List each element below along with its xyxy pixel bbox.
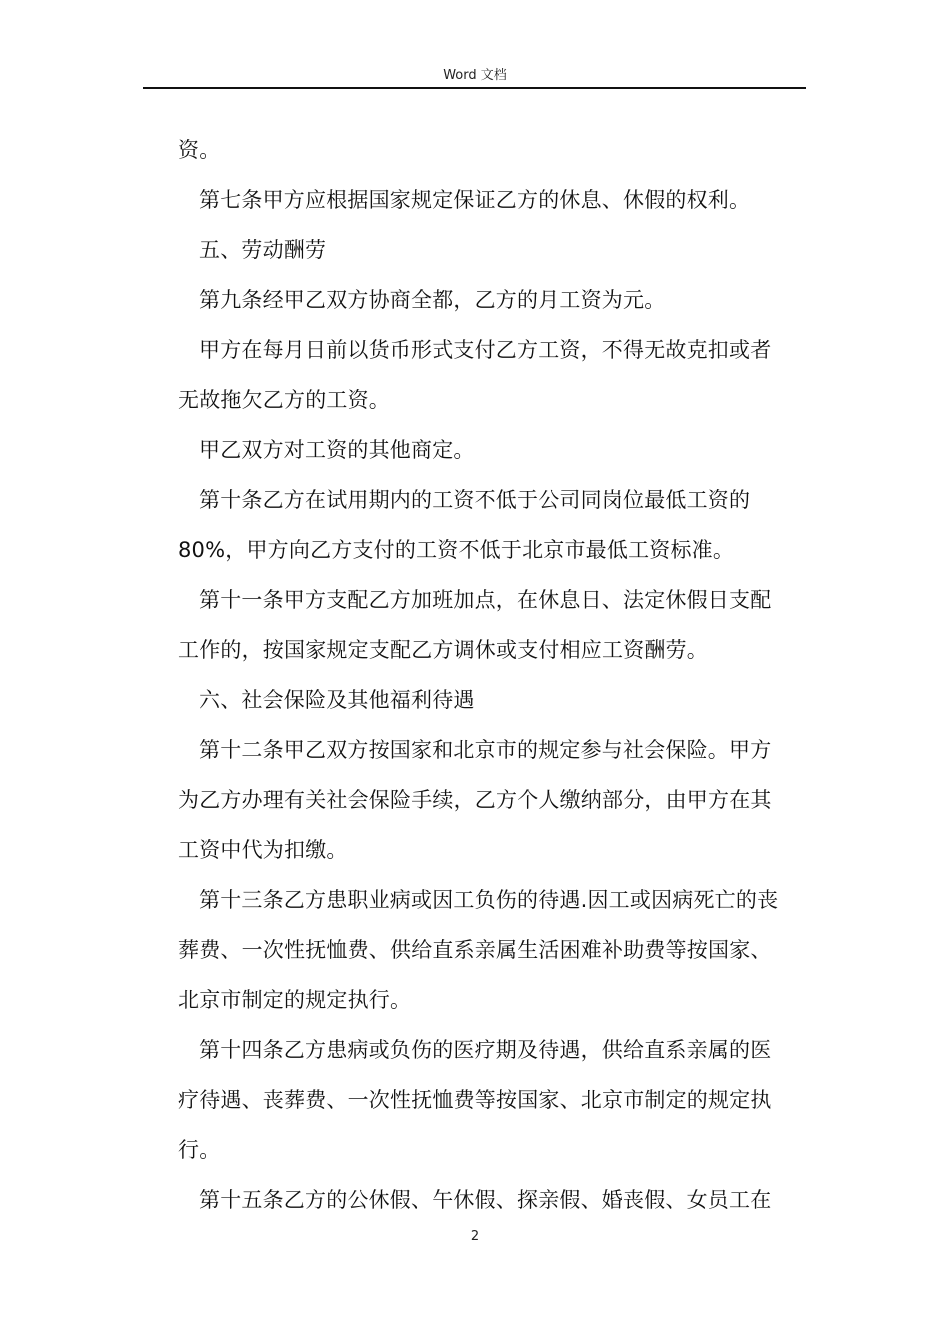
page-number: 2 bbox=[470, 1229, 480, 1244]
text-line: 第十五条乙方的公休假、午休假、探亲假、婚丧假、女员工在 bbox=[199, 1188, 772, 1212]
text-line: 第十条乙方在试用期内的工资不低于公司同岗位最低工资的 bbox=[199, 488, 751, 512]
section-heading: 六、社会保险及其他福利待遇 bbox=[199, 688, 475, 712]
section-heading: 五、劳动酬劳 bbox=[199, 238, 327, 262]
text-line: 甲方在每月日前以货币形式支付乙方工资，不得无故克扣或者 bbox=[199, 338, 772, 362]
text-line: 疗待遇、丧葬费、一次性抚恤费等按国家、北京市制定的规定执 bbox=[178, 1088, 772, 1112]
text-line: 工作的，按国家规定支配乙方调休或支付相应工资酬劳。 bbox=[178, 638, 708, 662]
text-line: 工资中代为扣缴。 bbox=[178, 838, 348, 862]
text-line: 北京市制定的规定执行。 bbox=[178, 988, 412, 1012]
text-line: 第九条经甲乙双方协商全都，乙方的月工资为元。 bbox=[199, 288, 666, 312]
document-body bbox=[178, 125, 808, 1225]
header-divider bbox=[143, 87, 806, 89]
text-line: 第十四条乙方患病或负伤的医疗期及待遇，供给直系亲属的医 bbox=[199, 1038, 772, 1062]
text-line: 资。 bbox=[178, 138, 221, 162]
document-header-title: Word 文档 bbox=[443, 68, 507, 83]
text-line: 第十二条甲乙双方按国家和北京市的规定参与社会保险。甲方 bbox=[199, 738, 772, 762]
text-line: 行。 bbox=[178, 1138, 221, 1162]
text-line: 葬费、一次性抚恤费、供给直系亲属生活困难补助费等按国家、 bbox=[178, 938, 772, 962]
text-line: 第七条甲方应根据国家规定保证乙方的休息、休假的权利。 bbox=[199, 188, 751, 212]
text-line: 为乙方办理有关社会保险手续，乙方个人缴纳部分，由甲方在其 bbox=[178, 788, 772, 812]
text-line: 第十三条乙方患职业病或因工负伤的待遇.因工或因病死亡的丧 bbox=[199, 888, 779, 912]
text-line: 甲乙双方对工资的其他商定。 bbox=[199, 438, 475, 462]
text-line: 无故拖欠乙方的工资。 bbox=[178, 388, 390, 412]
text-line: 80%，甲方向乙方支付的工资不低于北京市最低工资标准。 bbox=[178, 538, 735, 562]
text-line: 第十一条甲方支配乙方加班加点，在休息日、法定休假日支配 bbox=[199, 588, 772, 612]
